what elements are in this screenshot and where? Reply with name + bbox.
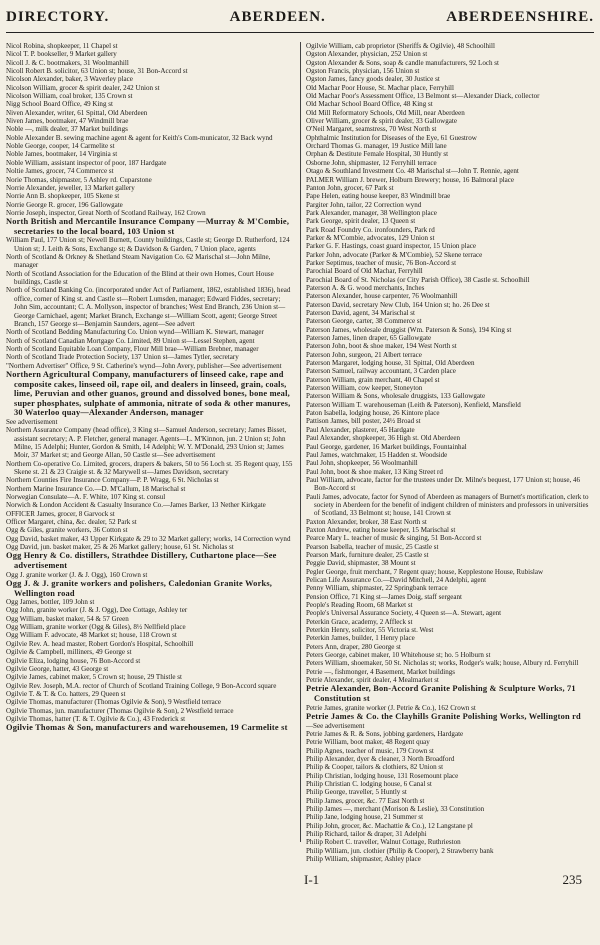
- directory-entry: William Paul, 177 Union st; Newell Burnett, County buildings, Castle st; George D. Rutherford, 124 Union st; J. Leith & Sons, Exchange st; & Davidson & Garden, 7 Union place, agents: [6, 236, 290, 253]
- directory-entry: Paterson William T. warehouseman (Leith & Paterson), Kenfield, Mansfield: [306, 400, 521, 409]
- directory-entry: Paterson Alexander, house carpenter, 76 Woolmanhill: [306, 292, 458, 301]
- directory-entry: Norrie Alexander, jeweller, 13 Market gallery: [6, 183, 135, 192]
- directory-entry: Pearce Mary L. teacher of music & singing, 51 Bon-Accord st: [306, 534, 482, 543]
- directory-entry: North British and Mercantile Insurance Company —Murray & M'Combie, secretaries to the local board, 103 Union st: [6, 217, 290, 236]
- directory-entry: Norrie George R. grocer, 196 Gallowgate: [6, 200, 123, 209]
- directory-entry: Parker G. F. Hastings, coast guard inspector, 15 Union place: [306, 242, 477, 251]
- directory-entry: Ogg William, basket maker, 54 & 57 Green: [6, 614, 129, 623]
- directory-entry: Parker Septimus, teacher of music, 76 Bon-Accord st: [306, 258, 457, 267]
- directory-entry: Philip John, grocer, &c. Machattie & Co.), 12 Langstane pl: [306, 821, 473, 830]
- directory-entry: Paterson David, secretary New Club, 164 Union st; ho. 26 Dee st: [306, 300, 490, 309]
- directory-entry: Parochial Board of St. Nicholas (or City Parish Office), 38 Castle st. Schoolhill: [306, 275, 530, 284]
- directory-entry: See advertisement: [6, 417, 58, 426]
- directory-entry: Old Machar School Board Office, 48 King st: [306, 100, 433, 109]
- directory-entry: Paul Alexander, shopkeeper, 36 High st. Old Aberdeen: [306, 434, 461, 443]
- directory-entry: Norie Thomas, shipmaster, 5 Ashley rd. Cuparstone: [6, 175, 152, 184]
- directory-entry: Paterson James, linen draper, 65 Gallowgate: [306, 334, 432, 343]
- directory-entry: Panton John, grocer, 67 Park st: [306, 183, 394, 192]
- directory-entry: Paul William, advocate, factor for the trustees under Dr. Milne's bequest, 177 Union st; house, 46 Bon-Accord st: [306, 475, 581, 493]
- directory-entry: Philip Richard, tailor & draper, 31 Adelphi: [306, 830, 427, 839]
- directory-entry: "Northern Advertiser" Office, 9 St. Catherine's wynd—John Avery, publisher—See advertisement: [6, 361, 282, 370]
- header-directory: DIRECTORY.: [6, 8, 110, 25]
- directory-entry: Ogston James, fancy goods dealer, 30 Justice st: [306, 75, 440, 84]
- directory-entry: Paul John, shopkeeper, 56 Woolmanhill: [306, 459, 418, 468]
- directory-entry: Paterson William, grain merchant, 40 Chapel st: [306, 375, 440, 384]
- directory-entry: People's Reading Room, 68 Market st: [306, 601, 413, 610]
- directory-entry: Paton Isabella, lodging house, 26 Kintore place: [306, 409, 440, 418]
- directory-entry: Old Machar Poor House, St. Machar place, Ferryhill: [306, 83, 454, 92]
- directory-entry: Penny William, shipmaster, 22 Springbank terrace: [306, 584, 448, 593]
- directory-entry: Northern Counties Fire Insurance Company—P. P. Wragg, 6 St. Nicholas st: [6, 476, 219, 485]
- directory-entry: Pelican Life Assurance Co.—David Mitchell, 24 Adelphi, agent: [306, 576, 487, 584]
- directory-entry: Paterson Samuel, railway accountant, 3 Carden place: [306, 367, 456, 376]
- directory-entry: Paterson William, cow keeper, Stoneyton: [306, 384, 423, 393]
- directory-entry: Paxton Andrew, eating house keeper, 15 Marischal st: [306, 525, 456, 534]
- directory-entry: Philip Christian, lodging house, 131 Rosemount place: [306, 771, 459, 780]
- page-number: 235: [562, 872, 582, 887]
- directory-entry: Oliver William, grocer & spirit dealer, 33 Gallowgate: [306, 117, 457, 126]
- directory-entry: Niven James, bootmaker, 47 Windmill brae: [6, 117, 129, 126]
- directory-entry: Osborne John, shipmaster, 12 Ferryhill terrace: [306, 158, 437, 167]
- directory-entry: Pargiter John, tailor, 22 Correction wynd: [306, 200, 422, 209]
- directory-entry: Ogilvie Thomas & Son, manufacturers and warehousemen, 19 Carmelite st: [6, 723, 288, 733]
- directory-entry: Northern Assurance Company (head office), 3 King st—Samuel Anderson, secretary; James Bisset, assistant secretary; A. P. Fletcher, general manager. Agents—L. M'Kinnon, jun. 2 Union st; John Milne, 15 Adelphi; Hunter, Gordon & Smith, 14 Adelphi; W. Y. M'Donald, 293 Union st; James Moir, 37 Market st; and George Allan, 50 Castle st—See advertisement: [6, 426, 287, 460]
- directory-entry: Ogston Alexander & Sons, soap & candle manufacturers, 92 Loch st: [306, 58, 499, 67]
- directory-entry: Norrie Ann B. shopkeeper, 105 Skene st: [6, 192, 120, 201]
- directory-entry: O'Neil Margaret, seamstress, 70 West North st: [306, 125, 437, 134]
- directory-entry: Nicol T. P. bookseller, 9 Market gallery: [6, 50, 117, 59]
- directory-entry: Ogg David, basket maker, 43 Upper Kirkgate & 29 to 32 Market gallery; works, 14 Correction wynd: [6, 534, 291, 543]
- directory-entry: Nicoll J. & C. bootmakers, 31 Woolmanhill: [6, 58, 129, 67]
- directory-entry: Ogilvie Rev. Joseph, M.A. rector of Church of Scotland Training College, 9 Bon-Accord square: [6, 681, 277, 690]
- directory-entry: Peters Ann, draper, 280 George st: [306, 642, 401, 651]
- directory-entry: Peterkin Henry, solicitor, 55 Victoria st. West: [306, 626, 434, 635]
- directory-entry: Philip Christian C. lodging house, 6 Canal st: [306, 780, 432, 788]
- directory-entry: Philip William, shipmaster, Ashley place: [306, 855, 421, 864]
- directory-entry: Norrie Joseph, inspector, Great North of Scotland Railway, 162 Crown: [6, 208, 206, 217]
- directory-entry: Orchard Thomas G. manager, 19 Justice Mill lane: [306, 142, 447, 151]
- directory-entry: Pattison James, bill poster, 24½ Broad st: [306, 417, 421, 426]
- directory-entry: Norwegian Consulate—A. F. White, 107 King st. consul: [6, 492, 166, 501]
- header-city: ABERDEEN.: [229, 8, 326, 25]
- directory-entry: Noble George, cooper, 14 Carmelite st: [6, 142, 115, 151]
- directory-entry: Noltie James, grocer, 74 Commerce st: [6, 167, 114, 176]
- left-column: [6, 42, 294, 733]
- page-footer: [6, 872, 594, 894]
- directory-entry: Paterson James, wholesale druggist (Wm. Paterson & Sons), 194 King st: [306, 325, 512, 334]
- directory-entry: Noble James, bootmaker, 14 Virginia st: [6, 150, 118, 159]
- directory-entry: Ogg & Giles, granite workers, 36 Cotton st: [6, 526, 128, 535]
- directory-entry: North of Scotland Association for the Education of the Blind at their own Homes, Court House buildings, Castle st: [6, 269, 274, 287]
- directory-entry: People's Universal Assurance Society, 4 Queen st—A. Stewart, agent: [306, 609, 502, 618]
- directory-entry: Paterson George, carter, 38 Commerce st: [306, 317, 422, 326]
- directory-entry: Noble Alexander B. sewing machine agent & agent for Keith's Com-municator, 32 Back wynd: [6, 133, 273, 142]
- directory-entry: Old Mill Reformatory Schools, Old Mill, near Aberdeen: [306, 108, 465, 117]
- directory-entry: Philip Robert C. traveller, Walnut Cottage, Ruthrieston: [306, 838, 461, 847]
- directory-entry: North of Scotland Bedding Manufacturing Co. Union wynd—William K. Stewart, manager: [6, 328, 264, 337]
- directory-entry: North of Scotland Trade Protection Society, 137 Union st—James Tytler, secretary: [6, 353, 239, 362]
- directory-entry: Parochial Board of Old Machar, Ferryhill: [306, 267, 423, 276]
- directory-entry: Ogg J. & J. granite workers and polishers, Caledonian Granite Works, Wellington road: [6, 578, 273, 598]
- directory-entry: Petrie Alexander, spirit dealer, 4 Mealmarket st: [306, 676, 439, 685]
- directory-entry: Petrie —, fishmonger, 4 Basement, Market buildings: [306, 667, 456, 676]
- directory-entry: Pegler George, fruit merchant, 7 Regent quay; house, Kepplestone House, Rubislaw: [306, 567, 544, 576]
- directory-entry: Ogilvie & Campbell, milliners, 49 George st: [6, 648, 132, 657]
- directory-entry: Ogilvie T. & T. & Co. hatters, 29 Queen st: [6, 689, 126, 698]
- directory-entry: Nicolson William, grocer & spirit dealer, 242 Union st: [6, 83, 160, 92]
- directory-entry: Park Road Foundry Co. ironfounders, Park rd: [306, 225, 435, 234]
- directory-entry: Paxton Alexander, broker, 38 East North st: [306, 517, 427, 526]
- directory-entry: Ogg William, granite worker (Ogg & Giles), 8½ Nellfield place: [6, 623, 186, 632]
- directory-entry: Park Alexander, manager, 38 Wellington place: [306, 208, 437, 217]
- directory-entry: Pension Office, 71 King st—James Doig, staff sergeant: [306, 592, 462, 601]
- directory-entry: Ogilvie James, cabinet maker, 5 Crown st; house, 29 Thistle st: [6, 673, 182, 682]
- directory-entry: Petrie James & R. & Sons, jobbing gardeners, Hardgate: [306, 729, 464, 738]
- directory-entry: Ogilvie Thomas, manufacturer (Thomas Ogilvie & Son), 9 Westfield terrace: [6, 698, 222, 707]
- page-header: [6, 2, 594, 33]
- directory-entry: Northern Co-operative Co. Limited, grocers, drapers & bakers, 50 to 56 Loch st. 35 Regent quay, 155 Skene st. 21 & 23 Craigie st. & 32 Marywell st—James Davidson, secretary: [6, 459, 293, 476]
- directory-entry: Ogston Alexander, physician, 252 Union st: [306, 50, 428, 59]
- directory-entry: Nigg School Board Office, 49 King st: [6, 100, 113, 109]
- directory-entry: Ogg William F. advocate, 48 Market st; house, 118 Crown st: [6, 631, 177, 640]
- directory-entry: Philip Agnes, teacher of music, 179 Crown st: [306, 746, 434, 755]
- directory-entry: Ogilvie Thomas, hatter (T. & T. Ogilvie & Co.), 43 Frederick st: [6, 714, 186, 723]
- directory-entry: Ophthalmic Institution for Diseases of the Eye, 61 Guestrow: [306, 133, 477, 142]
- directory-entry: Paul Alexander, plasterer, 45 Hardgate: [306, 425, 415, 434]
- header-county: ABERDEENSHIRE.: [446, 8, 594, 25]
- directory-entry: Paterson David, agent, 34 Marischal st: [306, 309, 416, 317]
- directory-entry: Peters George, cabinet maker, 10 Whitehouse st; ho. 5 Holburn st: [306, 651, 491, 660]
- directory-entry: Philip George, traveller, 5 Huntly st: [306, 788, 407, 797]
- directory-entry: Ogilvie William, cab proprietor (Sheriffs & Ogilvie), 48 Schoolhill: [306, 42, 495, 50]
- directory-entry: Philip & Cooper, tailors & clothiers, 82 Union st: [306, 763, 444, 772]
- directory-entry: Norwich & London Accident & Casualty Insurance Co.—James Barker, 13 Nether Kirkgate: [6, 501, 266, 510]
- directory-entry: Peggie David, shipmaster, 38 Mount st: [306, 559, 416, 568]
- directory-entry: Pearson Isabella, teacher of music, 25 Castle st: [306, 542, 439, 551]
- directory-entry: North of Scotland Canadian Mortgage Co. Limited, 89 Union st—Lessel Stephen, agent: [6, 336, 255, 345]
- directory-entry: Officer Margaret, china, &c. dealer, 52 Park st: [6, 518, 137, 526]
- directory-entry: Nicoll Robert B. solicitor, 63 Union st; house, 31 Bon-Accord st: [6, 67, 188, 76]
- directory-entry: Philip Alexander, dyer & cleaner, 3 North Broadford: [306, 754, 455, 763]
- directory-entry: Ogg J. granite worker (J. & J. Ogg), 160 Crown st: [6, 570, 148, 579]
- directory-entry: Pauli James, advocate, factor for Synod of Aberdeen as managers of Burnett's mortification, clerk to society in Aberdeen for the benefit of indigent children of ministers and professors in universities of Scotland, 33 Belmont st; house, 141 Crown st: [306, 492, 589, 518]
- directory-entry: Otago & Southland Investment Co. 48 Marischal st—John T. Rennie, agent: [306, 167, 519, 176]
- directory-entry: Ogg James, bottler, 109 John st: [6, 598, 95, 607]
- directory-entry: PALMER William J. brewer, Holburn Brewery; house, 16 Balmoral place: [306, 175, 515, 184]
- directory-entry: North of Scotland & Orkney & Shetland Steam Navigation Co. 62 Marischal st—John Milne, manager: [6, 253, 271, 270]
- directory-entry: Paterson Margaret, lodging house, 31 Spittal, Old Aberdeen: [306, 359, 475, 368]
- directory-entry: Paterson A. & G. wood merchants, Inches: [306, 283, 425, 292]
- directory-entry: Paul John, boot & shoe maker, 13 King Street rd: [306, 467, 443, 476]
- directory-entry: Paterson John, boot & shoe maker, 194 West North st: [306, 342, 457, 351]
- directory-entry: Parker John, advocate (Parker & M'Combie), 52 Skene terrace: [306, 250, 483, 259]
- directory-entry: Philip William, jun. clothier (Philip & Cooper), 2 Strawberry bank: [306, 846, 494, 855]
- directory-entry: Paul George, gardener, 16 Market buildings, Fountainhal: [306, 442, 467, 451]
- directory-entry: Peters William, shoemaker, 50 St. Nicholas st; works, Rodger's walk; house, Albury rd. Ferryhill: [306, 659, 579, 668]
- directory-entry: Pearson Mark, furniture dealer, 25 Castle st: [306, 550, 429, 559]
- directory-entry: Philip James, grocer, &c. 77 East North st: [306, 796, 425, 805]
- directory-entry: Noble William, assistant inspector of poor, 187 Hardgate: [6, 158, 167, 167]
- directory-entry: Nicol Robina, shopkeeper, 11 Chapel st: [6, 42, 118, 50]
- directory-entry: Ogg Henry & Co. distillers, Strathdee Distillery, Cuthartone place—See advertisement: [6, 551, 277, 570]
- directory-page: [6, 2, 594, 942]
- directory-entry: Philip Jane, lodging house, 21 Summer st: [306, 813, 424, 822]
- directory-entry: Ogilvie Eliza, lodging house, 76 Bon-Accord st: [6, 656, 141, 665]
- directory-entry: Northern Marine Insurance Co.—D. M'Callum, 18 Marischal st: [6, 484, 186, 493]
- directory-entry: Ogilvie Rev. A. head master, Robert Gordon's Hospital, Schoolhill: [6, 639, 194, 648]
- directory-entry: Peterkin James, builder, 1 Henry place: [306, 634, 415, 643]
- directory-entry: Ogg John, granite worker (J. & J. Ogg), Dee Cottage, Ashley ter: [6, 606, 188, 615]
- directory-entry: Parker & M'Combie, advocates, 129 Union st: [306, 233, 435, 242]
- directory-entry: Ogg David, jun. basket maker, 25 & 26 Market gallery; house, 61 St. Nicholas st: [6, 543, 234, 552]
- directory-entry: Niven Alexander, writer, 61 Spittal, Old Aberdeen: [6, 108, 148, 117]
- right-column: [306, 42, 594, 863]
- directory-entry: North of Scotland Banking Co. (incorporated under Act of Parliament, 1862, established 1836), head office, corner of King st. and Castle st—Robert Lumsden, manager; Edward Fiddes, secretary; John Sim, accountant; C. A. Mollyson, inspector of branches; West End Branch, 236 Union st—George Carnichael, agent; Market Branch, Exchange st—William Scott, agent; George Street Branch, 157 George st—Benjamin Saunders, agent—See advert: [6, 286, 291, 328]
- signature-mark: I-1: [304, 872, 320, 887]
- directory-entry: Noble —, milk dealer, 37 Market buildings: [6, 125, 128, 134]
- directory-entry: Paul James, watchmaker, 15 Hadden st. Woodside: [306, 450, 448, 459]
- directory-entry: Orphan & Destitute Female Hospital, 30 Huntly st: [306, 150, 449, 159]
- directory-entry: Northern Agricultural Company, manufacturers of linseed cake, rape and composite cakes, linseed oil, rape oil, and dealers in linseed, grain, coals, lime, Peruvian and other guanos, ground and dissolved bones, bone meal, super phosphates, sulphate of ammonia, nitrate of soda & other manures, 30 Waterloo quay—Alexander Anderson, manager: [6, 369, 291, 418]
- directory-entry: Pape Helen, eating house keeper, 83 Windmill brae: [306, 192, 451, 201]
- directory-entry: Ogilvie George, hatter, 43 George st: [6, 664, 109, 673]
- directory-entry: Petrie James & Co. the Clayhills Granite Polishing Works, Wellington rd: [306, 712, 581, 721]
- directory-entry: Petrie William, boot maker, 48 Regent quay: [306, 738, 430, 747]
- column-divider: [300, 42, 301, 842]
- directory-entry: Peterkin Grace, academy, 2 Affleck st: [306, 617, 413, 626]
- directory-entry: Philip James —, merchant (Morison & Leslie), 33 Constitution: [306, 805, 485, 814]
- directory-entry: Petrie Alexander, Bon-Accord Granite Polishing & Sculpture Works, 71 Constitution st: [306, 684, 576, 704]
- directory-entry: North of Scotland Equitable Loan Company, Flour Mill brae—William Brebner, manager: [6, 344, 259, 353]
- directory-entry: Old Machar Poor's Assessment Office, 13 Belmont st—Alexander Diack, collector: [306, 92, 540, 101]
- directory-entry: Nicolson Alexander, baker, 3 Waverley place: [6, 75, 133, 84]
- directory-entry: Nicolson William, coal broker, 135 Crown st: [6, 92, 133, 101]
- directory-entry: Petrie James, granite worker (J. Petrie & Co.), 162 Crown st: [306, 703, 476, 712]
- directory-entry: Paterson John, surgeon, 21 Albert terrace: [306, 350, 422, 359]
- directory-entry: Ogston Francis, physician, 156 Union st: [306, 67, 420, 76]
- directory-entry: Ogilvie Thomas, jun. manufacturer (Thomas Ogilvie & Son), 2 Westfield terrace: [6, 706, 234, 715]
- directory-entry: Park George, spirit dealer, 13 Queen st: [306, 217, 416, 226]
- directory-entry: Paterson William & Sons, wholesale druggists, 133 Gallowgate: [306, 392, 486, 401]
- directory-entry: —See advertisement: [306, 721, 365, 730]
- directory-entry: OFFICER James, grocer, 8 Garvock st: [6, 509, 115, 518]
